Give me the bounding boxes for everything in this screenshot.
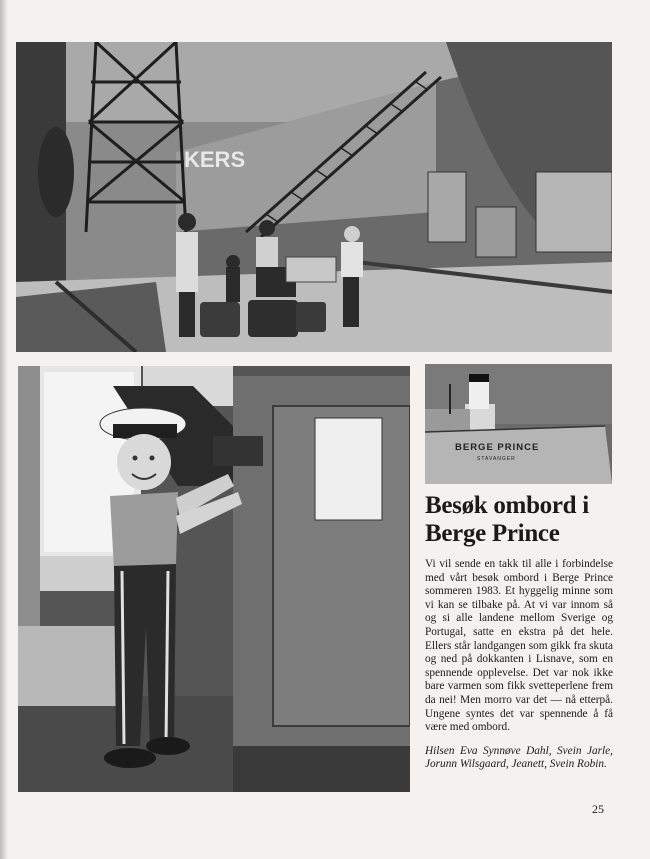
page-number: 25 bbox=[592, 802, 604, 816]
berge-prince-ship-photo bbox=[425, 364, 612, 484]
harbor-family-photo bbox=[16, 42, 612, 352]
headline-line-2: Berge Prince bbox=[425, 520, 560, 547]
ship-name-on-hull: BERGE PRINCE bbox=[455, 442, 540, 453]
ship-home-port: STAVANGER bbox=[477, 456, 516, 462]
article-headline bbox=[425, 492, 613, 548]
article-signature: Hilsen Eva Synnøve Dahl, Svein Jarle, Jorunn Wilsgaard, Jeanett, Svein Robin. bbox=[425, 744, 613, 771]
article-body: Vi vil sende en takk til alle i forbindelse med vårt besøk ombord i Berge Prince sommeren 1983. Et hyggelig minne som vi kan se tilbake på. At vi var innom så og si alle landene mellom Sverige og Portugal, satte en ekstra på det hele. Ellers står landgangen som gikk fra skuta og ned på dokkanten i Lisnave, som en spennende opplevelse. Det var nok ikke bare varmen som fikk svetteperlene frem da nei! Men morro var det — nå etterpå. Ungene syntes det var spennende å få være med ombord. bbox=[425, 558, 613, 734]
child-at-ship-controls-photo bbox=[18, 366, 410, 792]
binding-shadow bbox=[0, 0, 8, 859]
hull-lettering: KERS bbox=[184, 147, 246, 172]
headline-line-1: Besøk ombord i bbox=[425, 492, 589, 519]
article bbox=[425, 492, 613, 772]
